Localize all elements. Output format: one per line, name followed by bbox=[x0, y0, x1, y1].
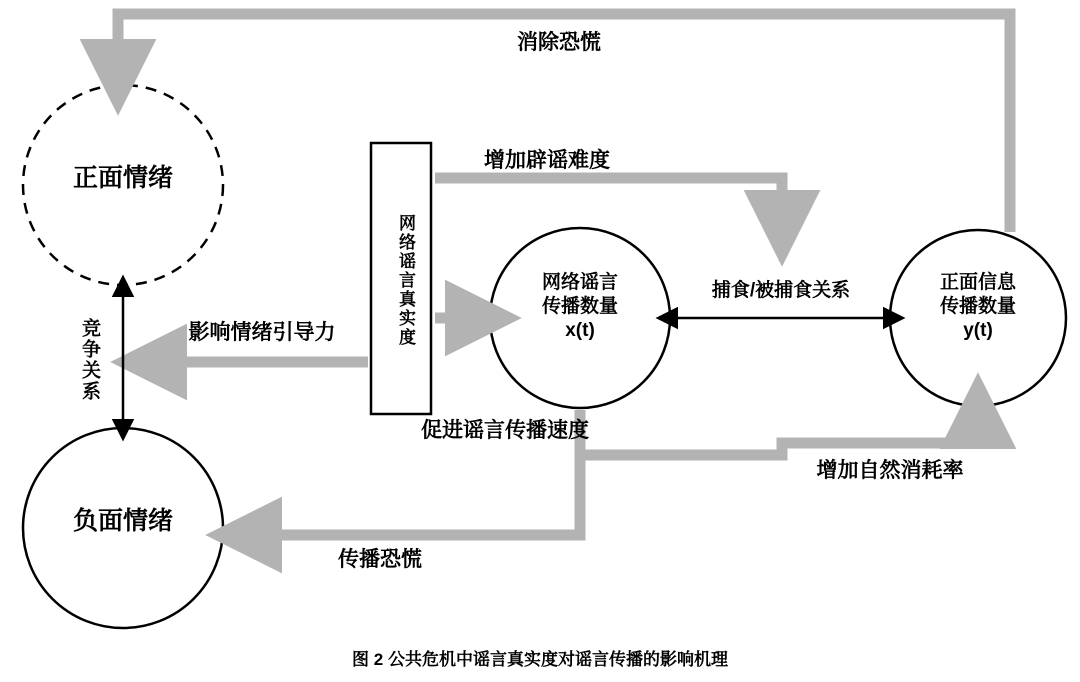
node-label-rumor-spread-line2: 传播数量 bbox=[541, 295, 618, 317]
edge-label-spread-panic: 传播恐慌 bbox=[338, 548, 422, 571]
edge-label-increase-natural-consumption: 增加自然消耗率 bbox=[816, 459, 964, 482]
node-label-rumor-spread-line3: x(t) bbox=[565, 319, 595, 341]
edge-label-increase-refute-difficulty: 增加辟谣难度 bbox=[484, 149, 610, 172]
node-rumor-spread bbox=[490, 228, 670, 408]
node-label-negative-emotion: 负面情绪 bbox=[72, 507, 173, 535]
node-label-positive-info-line1: 正面信息 bbox=[939, 272, 1016, 293]
edge-spread-panic bbox=[247, 455, 580, 535]
figure-caption: 图 2 公共危机中谣言真实度对谣言传播的影响机理 bbox=[352, 650, 728, 669]
edge-label-competition-relation: 竞争关系 bbox=[79, 318, 100, 402]
edge-label-promote-spread-speed: 促进谣言传播速度 bbox=[421, 419, 589, 442]
edge-increase-natural-consumption bbox=[580, 410, 978, 455]
node-negative-emotion bbox=[23, 428, 223, 628]
node-label-positive-emotion: 正面情绪 bbox=[72, 164, 173, 192]
node-positive-emotion bbox=[23, 85, 223, 285]
node-positive-info bbox=[890, 230, 1066, 406]
node-rumor-truth bbox=[371, 143, 431, 414]
node-label-rumor-truth: 网络谣言真实度 bbox=[396, 213, 415, 347]
node-label-positive-info-line2: 传播数量 bbox=[939, 295, 1016, 317]
node-label-rumor-spread-line1: 网络谣言 bbox=[541, 272, 618, 293]
edge-label-eliminate-panic: 消除恐慌 bbox=[517, 31, 601, 54]
edge-label-affect-emotion-guidance: 影响情绪引导力 bbox=[188, 321, 336, 344]
edge-label-predation-relation: 捕食/被捕食关系 bbox=[711, 280, 851, 301]
edge-increase-refute-difficulty bbox=[435, 178, 782, 225]
node-label-positive-info-line3: y(t) bbox=[963, 319, 993, 341]
